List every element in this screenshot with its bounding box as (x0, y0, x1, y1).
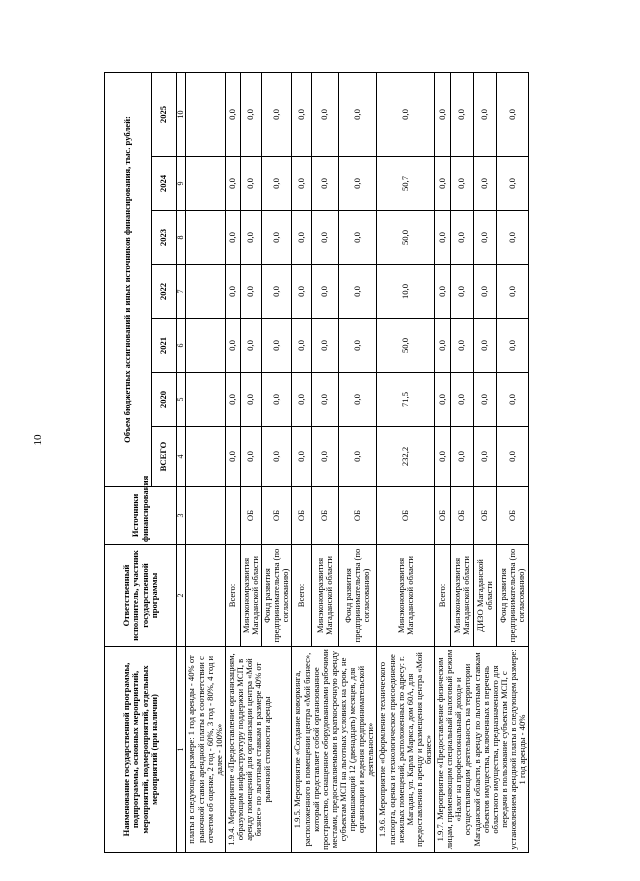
responsible-cell: Минэкономразвития Магаданской области (451, 545, 474, 647)
page-number: 10 (32, 434, 44, 446)
year-value-cell: 0,0 (338, 373, 377, 427)
year-value-cell: 50,7 (377, 157, 435, 211)
year-value-cell: 0,0 (338, 73, 377, 157)
empty-cell (186, 487, 225, 545)
year-value-cell: 0,0 (240, 373, 261, 427)
responsible-cell: Фонд развития предпринимательства (по согласованию) (338, 545, 377, 647)
year-value-cell: 0,0 (338, 319, 377, 373)
responsible-cell: Фонд развития предпринимательства (по согласованию) (262, 545, 292, 647)
responsible-cell: Всего: (225, 545, 240, 647)
empty-cell (186, 427, 225, 487)
header-year-2025: 2025 (152, 73, 177, 157)
year-value-cell: 0,0 (473, 73, 496, 157)
year-value-cell: 0,0 (240, 265, 261, 319)
header-sources: Источники финансирования (105, 487, 177, 545)
year-value-cell: 0,0 (451, 265, 474, 319)
col-number: 6 (177, 319, 186, 373)
col-number: 9 (177, 157, 186, 211)
year-value-cell: 0,0 (292, 211, 311, 265)
source-cell: ОБ (240, 487, 261, 545)
source-cell: ОБ (262, 487, 292, 545)
year-value-cell: 0,0 (240, 211, 261, 265)
year-value-cell: 0,0 (225, 373, 240, 427)
year-value-cell: 0,0 (292, 73, 311, 157)
year-value-cell: 50,0 (377, 211, 435, 265)
empty-cell (186, 211, 225, 265)
year-value-cell: 0,0 (338, 265, 377, 319)
source-cell: ОБ (338, 487, 377, 545)
year-value-cell: 0,0 (240, 73, 261, 157)
measure-name-cell: платы в следующем размере: 1 год аренды - 40% от рыночной ставки арендной платы в соответствии с отчетом об оценке, 2 год - 60%, 3 год - 80%, 4 год и далее - 100%» (186, 647, 225, 853)
total-value-cell: 0,0 (225, 427, 240, 487)
col-number: 5 (177, 373, 186, 427)
year-value-cell: 0,0 (292, 373, 311, 427)
header-responsible: Ответственный исполнитель, участник государственной программы (105, 545, 177, 647)
year-value-cell: 0,0 (225, 319, 240, 373)
year-value-cell: 50,0 (377, 319, 435, 373)
year-value-cell: 0,0 (311, 73, 338, 157)
year-value-cell: 0,0 (225, 157, 240, 211)
year-value-cell: 0,0 (435, 211, 451, 265)
responsible-cell: ДИЗО Магаданской области (473, 545, 496, 647)
year-value-cell: 0,0 (435, 157, 451, 211)
total-value-cell: 0,0 (240, 427, 261, 487)
col-number: 2 (177, 545, 186, 647)
col-number: 1 (177, 647, 186, 853)
source-cell: ОБ (292, 487, 311, 545)
total-value-cell: 0,0 (262, 427, 292, 487)
table-row (225, 73, 240, 853)
year-value-cell: 71,5 (377, 373, 435, 427)
table-row (186, 73, 225, 853)
source-cell: ОБ (496, 487, 529, 545)
source-cell (225, 487, 240, 545)
year-value-cell: 0,0 (496, 211, 529, 265)
year-value-cell: 0,0 (451, 157, 474, 211)
responsible-cell: Минэкономразвития Магаданской области (240, 545, 261, 647)
year-value-cell: 0,0 (451, 211, 474, 265)
table-body (186, 73, 529, 853)
empty-cell (186, 73, 225, 157)
empty-cell (186, 373, 225, 427)
year-value-cell: 0,0 (473, 373, 496, 427)
year-value-cell: 0,0 (338, 211, 377, 265)
year-value-cell: 0,0 (292, 319, 311, 373)
year-value-cell: 0,0 (435, 373, 451, 427)
total-value-cell: 0,0 (338, 427, 377, 487)
year-value-cell: 0,0 (262, 211, 292, 265)
header-year-2021: 2021 (152, 319, 177, 373)
year-value-cell: 0,0 (262, 73, 292, 157)
total-value-cell: 0,0 (496, 427, 529, 487)
year-value-cell: 0,0 (451, 373, 474, 427)
total-value-cell: 0,0 (473, 427, 496, 487)
col-number: 4 (177, 427, 186, 487)
source-cell: ОБ (451, 487, 474, 545)
year-value-cell: 0,0 (473, 265, 496, 319)
year-value-cell: 0,0 (240, 319, 261, 373)
year-value-cell: 0,0 (311, 373, 338, 427)
total-value-cell: 232,2 (377, 427, 435, 487)
col-number: 3 (177, 487, 186, 545)
table-row (292, 73, 311, 853)
responsible-cell: Всего: (435, 545, 451, 647)
year-value-cell: 0,0 (435, 265, 451, 319)
col-number: 8 (177, 211, 186, 265)
empty-cell (186, 545, 225, 647)
col-number: 10 (177, 73, 186, 157)
year-value-cell: 0,0 (435, 73, 451, 157)
measure-name-cell: 1.9.4. Мероприятие «Предоставление организациям, образующим инфраструктуру поддержки МСП, в аренду помещений для организации центра «Мой бизнес» по льготным ставкам в размере 40% от рыночной стоимости аренды (225, 647, 292, 853)
year-value-cell: 0,0 (311, 157, 338, 211)
total-value-cell: 0,0 (451, 427, 474, 487)
year-value-cell: 0,0 (435, 319, 451, 373)
col-number: 7 (177, 265, 186, 319)
header-total: ВСЕГО (152, 427, 177, 487)
year-value-cell: 0,0 (496, 157, 529, 211)
year-value-cell: 0,0 (225, 265, 240, 319)
budget-table (104, 72, 529, 853)
year-value-cell: 0,0 (262, 157, 292, 211)
source-cell: ОБ (377, 487, 435, 545)
total-value-cell: 0,0 (311, 427, 338, 487)
year-value-cell: 0,0 (311, 265, 338, 319)
year-value-cell: 0,0 (473, 319, 496, 373)
responsible-cell: Фонд развития предпринимательства (по согласованию) (496, 545, 529, 647)
responsible-cell: Минэкономразвития Магаданской области (311, 545, 338, 647)
source-cell: ОБ (473, 487, 496, 545)
year-value-cell: 0,0 (240, 157, 261, 211)
measure-name-cell: 1.9.6. Мероприятие «Оформление технического паспорта, оценка и технологическое присоединение нежилых помещений, расположенных по адресу: г. Магадан, ул. Карла Маркса, дом 60А, для предоставления в аренду и размещения центра «Мой бизнес» (377, 647, 435, 853)
year-value-cell: 0,0 (496, 265, 529, 319)
table-row (435, 73, 451, 853)
header-volume: Объем бюджетных ассигнований и иных источников финансирования, тыс. рублей: (105, 73, 152, 487)
year-value-cell: 0,0 (473, 157, 496, 211)
total-value-cell: 0,0 (292, 427, 311, 487)
header-name: Наименование государственной программы, подпрограммы, основных мероприятий, мероприятий, подмероприятий, отдельных мероприятий (при наличии) (105, 647, 177, 853)
source-cell: ОБ (311, 487, 338, 545)
year-value-cell: 0,0 (338, 157, 377, 211)
total-value-cell: 0,0 (435, 427, 451, 487)
year-value-cell: 0,0 (377, 73, 435, 157)
year-value-cell: 0,0 (262, 265, 292, 319)
year-value-cell: 0,0 (311, 211, 338, 265)
empty-cell (186, 265, 225, 319)
year-value-cell: 0,0 (451, 73, 474, 157)
table-row (377, 73, 435, 853)
empty-cell (186, 157, 225, 211)
column-number-row (177, 73, 186, 853)
year-value-cell: 0,0 (292, 265, 311, 319)
year-value-cell: 10,0 (377, 265, 435, 319)
empty-cell (186, 319, 225, 373)
measure-name-cell: 1.9.5. Мероприятие «Создание коворкинга, расположенного в помещении центра «Мой бизнес», который представляет собой организованное пространство, оснащенное оборудованными рабочими местами, предоставляемыми в краткосрочную аренду субъектам МСП на льготных условиях на срок, не превышающий 12 (двенадцать) месяцев, для организации и ведения предпринимательской деятельности» (292, 647, 377, 853)
year-value-cell: 0,0 (496, 319, 529, 373)
responsible-cell: Минэкономразвития Магаданской области (377, 545, 435, 647)
header-year-2024: 2024 (152, 157, 177, 211)
year-value-cell: 0,0 (496, 73, 529, 157)
year-value-cell: 0,0 (225, 73, 240, 157)
year-value-cell: 0,0 (311, 319, 338, 373)
year-value-cell: 0,0 (292, 157, 311, 211)
header-year-2022: 2022 (152, 265, 177, 319)
source-cell: ОБ (435, 487, 451, 545)
year-value-cell: 0,0 (473, 211, 496, 265)
header-year-2020: 2020 (152, 373, 177, 427)
header-year-2023: 2023 (152, 211, 177, 265)
year-value-cell: 0,0 (262, 319, 292, 373)
measure-name-cell: 1.9.7. Мероприятие «Предоставление физическим лицам, применяющим специальный налоговый режим «Налог на профессиональный доход» и осуществляющим деятельность на территории Магаданской области, в аренду по льготным ставкам объектов имущества, включенных в перечень областного имущества, предназначенного для передачи в пользование субъектам МСП, с установлением арендной платы в следующем размере: 1 год аренды - 40% (435, 647, 529, 853)
year-value-cell: 0,0 (225, 211, 240, 265)
responsible-cell: Всего: (292, 545, 311, 647)
year-value-cell: 0,0 (496, 373, 529, 427)
year-value-cell: 0,0 (262, 373, 292, 427)
rotated-page (104, 73, 574, 853)
year-value-cell: 0,0 (451, 319, 474, 373)
